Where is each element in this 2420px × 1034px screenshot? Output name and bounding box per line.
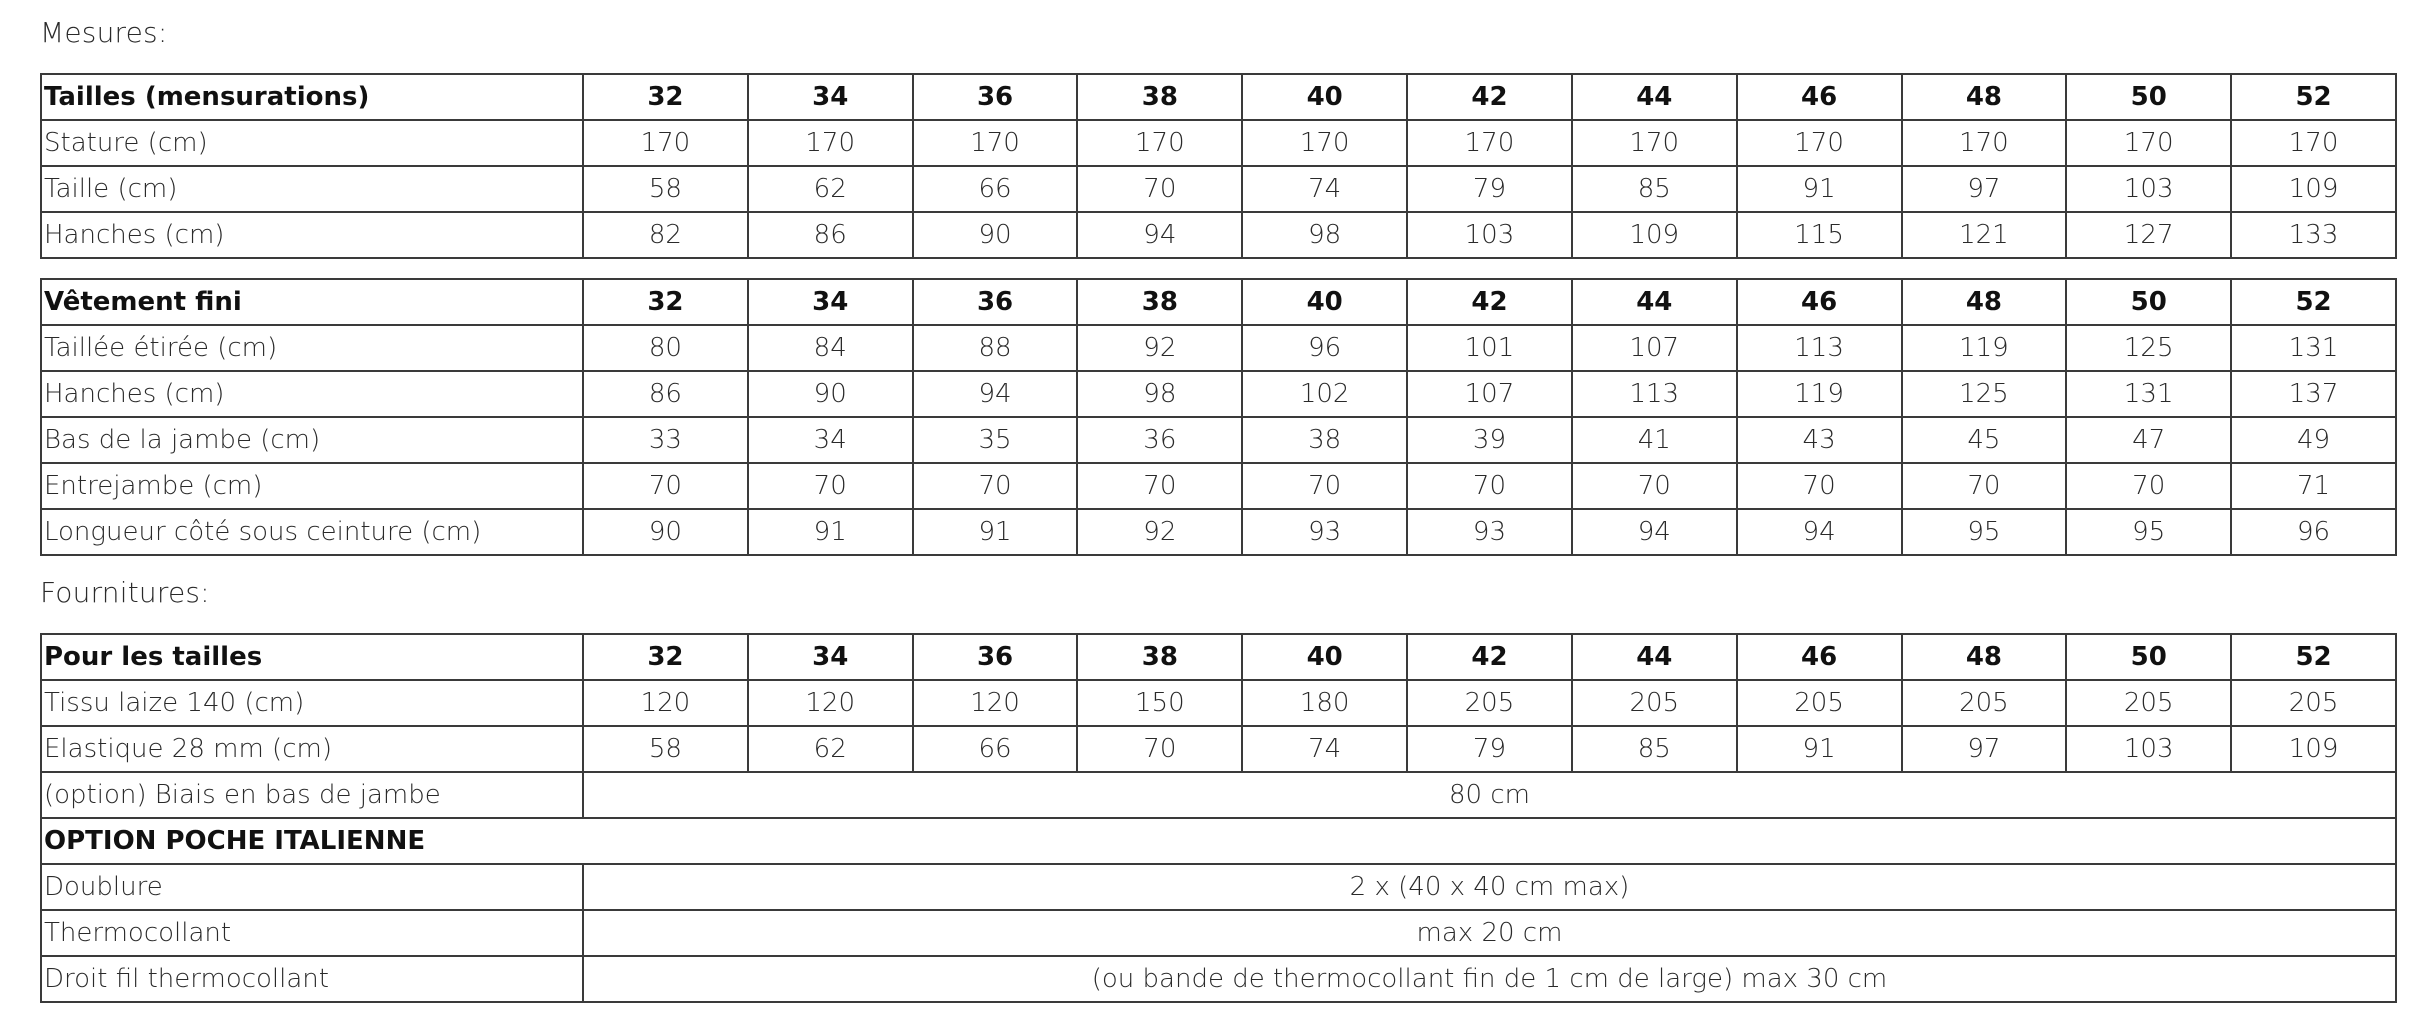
size-header-40: 40 [1242,634,1407,680]
size-header-44: 44 [1572,634,1737,680]
table-cell: 115 [1737,212,1902,258]
table-cell: 170 [1242,120,1407,166]
table-cell: 94 [1572,509,1737,555]
table-cell: 93 [1407,509,1572,555]
table-cell: 49 [2231,417,2396,463]
table-cell: 70 [1737,463,1902,509]
option-section-row [41,818,2396,864]
row-label: Doublure [41,864,583,910]
table-cell: 170 [2066,120,2231,166]
size-header-50: 50 [2066,634,2231,680]
size-header-52: 52 [2231,634,2396,680]
table-cell: 170 [583,120,748,166]
merged-cell: max 20 cm [583,910,2396,956]
size-header-36: 36 [913,634,1078,680]
table-cell: 98 [1242,212,1407,258]
table-cell: 95 [1902,509,2067,555]
table-cell: 85 [1572,726,1737,772]
table-cell: 43 [1737,417,1902,463]
table-cell: 170 [1407,120,1572,166]
table-cell: 70 [1242,463,1407,509]
table-cell: 70 [1407,463,1572,509]
table-cell: 103 [1407,212,1572,258]
size-header-32: 32 [583,634,748,680]
size-header-44: 44 [1572,279,1737,325]
fournitures-table [40,633,2397,1003]
table-cell: 90 [748,371,913,417]
table-cell: 150 [1077,680,1242,726]
size-header-52: 52 [2231,74,2396,120]
table-cell: 205 [2066,680,2231,726]
table-cell: 120 [583,680,748,726]
table-cell: 79 [1407,726,1572,772]
size-header-38: 38 [1077,279,1242,325]
size-header-32: 32 [583,74,748,120]
table-cell: 107 [1407,371,1572,417]
merged-cell: (ou bande de thermocollant fin de 1 cm de large) max 30 cm [583,956,2396,1002]
table-cell: 120 [913,680,1078,726]
table-cell: 127 [2066,212,2231,258]
table-cell: 91 [748,509,913,555]
table-cell: 97 [1902,166,2067,212]
size-header-32: 32 [583,279,748,325]
table-cell: 92 [1077,325,1242,371]
merged-row [41,772,2396,818]
table-cell: 170 [2231,120,2396,166]
table-cell: 70 [1077,166,1242,212]
table-row [41,509,2396,555]
row-label: Tissu laize 140 (cm) [41,680,583,726]
table-cell: 70 [1077,726,1242,772]
row-label: Longueur côté sous ceinture (cm) [41,509,583,555]
table-cell: 109 [2231,166,2396,212]
table-cell: 86 [748,212,913,258]
table-cell: 58 [583,726,748,772]
table-cell: 205 [1572,680,1737,726]
table-cell: 74 [1242,726,1407,772]
row-label: Stature (cm) [41,120,583,166]
table-cell: 94 [1737,509,1902,555]
table-cell: 88 [913,325,1078,371]
header-label: Vêtement fini [41,279,583,325]
row-label: Entrejambe (cm) [41,463,583,509]
table-cell: 90 [913,212,1078,258]
merged-row [41,910,2396,956]
table-cell: 82 [583,212,748,258]
table-cell: 47 [2066,417,2231,463]
mensurations-table [40,73,2397,259]
row-label: Thermocollant [41,910,583,956]
table-cell: 70 [913,463,1078,509]
row-label: Taillée étirée (cm) [41,325,583,371]
table-row [41,371,2396,417]
table-cell: 170 [1737,120,1902,166]
table-cell: 66 [913,726,1078,772]
table-cell: 94 [913,371,1078,417]
table-cell: 70 [2066,463,2231,509]
size-header-36: 36 [913,74,1078,120]
size-header-50: 50 [2066,74,2231,120]
merged-cell: 2 x (40 x 40 cm max) [583,864,2396,910]
table-cell: 39 [1407,417,1572,463]
size-header-46: 46 [1737,634,1902,680]
size-header-42: 42 [1407,279,1572,325]
table-cell: 98 [1077,371,1242,417]
table-cell: 34 [748,417,913,463]
table-cell: 205 [2231,680,2396,726]
size-header-48: 48 [1902,279,2067,325]
table-cell: 91 [1737,166,1902,212]
size-header-44: 44 [1572,74,1737,120]
table-cell: 70 [748,463,913,509]
row-label: Elastique 28 mm (cm) [41,726,583,772]
fournitures-title: Fournitures: [40,576,210,609]
table-cell: 96 [1242,325,1407,371]
table-row [41,417,2396,463]
table-row [41,120,2396,166]
table-cell: 66 [913,166,1078,212]
table-cell: 120 [748,680,913,726]
table-cell: 84 [748,325,913,371]
size-header-36: 36 [913,279,1078,325]
table-cell: 137 [2231,371,2396,417]
table-cell: 170 [913,120,1078,166]
row-label: Hanches (cm) [41,371,583,417]
table-cell: 92 [1077,509,1242,555]
table-cell: 86 [583,371,748,417]
table-cell: 38 [1242,417,1407,463]
table-cell: 33 [583,417,748,463]
merged-row [41,864,2396,910]
table-cell: 131 [2231,325,2396,371]
table-cell: 94 [1077,212,1242,258]
table-cell: 133 [2231,212,2396,258]
table-cell: 35 [913,417,1078,463]
table-cell: 170 [1572,120,1737,166]
table-cell: 96 [2231,509,2396,555]
table-cell: 170 [748,120,913,166]
size-header-42: 42 [1407,634,1572,680]
table-cell: 70 [1077,463,1242,509]
table-cell: 119 [1737,371,1902,417]
size-header-40: 40 [1242,279,1407,325]
size-header-40: 40 [1242,74,1407,120]
table-cell: 107 [1572,325,1737,371]
table-cell: 113 [1572,371,1737,417]
table-cell: 205 [1737,680,1902,726]
row-label: Bas de la jambe (cm) [41,417,583,463]
table-row [41,463,2396,509]
size-header-50: 50 [2066,279,2231,325]
table-cell: 41 [1572,417,1737,463]
table-cell: 74 [1242,166,1407,212]
size-header-42: 42 [1407,74,1572,120]
row-label: Hanches (cm) [41,212,583,258]
vetement-fini-table [40,278,2397,556]
size-header-48: 48 [1902,74,2067,120]
table-cell: 125 [1902,371,2067,417]
table-cell: 36 [1077,417,1242,463]
size-header-46: 46 [1737,74,1902,120]
table-cell: 62 [748,726,913,772]
table-cell: 121 [1902,212,2067,258]
table-cell: 93 [1242,509,1407,555]
table-cell: 109 [2231,726,2396,772]
table-cell: 70 [1902,463,2067,509]
header-row [41,279,2396,325]
size-header-38: 38 [1077,634,1242,680]
table-cell: 91 [1737,726,1902,772]
table-cell: 58 [583,166,748,212]
table-cell: 113 [1737,325,1902,371]
option-section-heading: OPTION POCHE ITALIENNE [41,818,2396,864]
table-cell: 103 [2066,166,2231,212]
mesures-title: Mesures: [40,16,168,49]
table-cell: 71 [2231,463,2396,509]
table-cell: 79 [1407,166,1572,212]
table-cell: 97 [1902,726,2067,772]
header-label: Pour les tailles [41,634,583,680]
table-cell: 90 [583,509,748,555]
row-label: (option) Biais en bas de jambe [41,772,583,818]
size-header-34: 34 [748,279,913,325]
size-header-34: 34 [748,634,913,680]
table-cell: 45 [1902,417,2067,463]
table-cell: 170 [1077,120,1242,166]
table-cell: 62 [748,166,913,212]
size-header-48: 48 [1902,634,2067,680]
table-cell: 80 [583,325,748,371]
table-cell: 119 [1902,325,2067,371]
size-header-52: 52 [2231,279,2396,325]
table-cell: 205 [1407,680,1572,726]
size-header-34: 34 [748,74,913,120]
table-cell: 125 [2066,325,2231,371]
table-row [41,166,2396,212]
row-label: Taille (cm) [41,166,583,212]
table-cell: 70 [583,463,748,509]
table-row [41,680,2396,726]
header-row [41,634,2396,680]
table-cell: 103 [2066,726,2231,772]
row-label: Droit fil thermocollant [41,956,583,1002]
header-label: Tailles (mensurations) [41,74,583,120]
table-row [41,325,2396,371]
size-header-46: 46 [1737,279,1902,325]
table-cell: 101 [1407,325,1572,371]
table-cell: 180 [1242,680,1407,726]
merged-cell: 80 cm [583,772,2396,818]
table-cell: 85 [1572,166,1737,212]
table-cell: 70 [1572,463,1737,509]
header-row [41,74,2396,120]
size-header-38: 38 [1077,74,1242,120]
table-cell: 95 [2066,509,2231,555]
table-cell: 131 [2066,371,2231,417]
table-row [41,212,2396,258]
table-cell: 102 [1242,371,1407,417]
table-cell: 170 [1902,120,2067,166]
merged-row [41,956,2396,1002]
table-cell: 205 [1902,680,2067,726]
table-row [41,726,2396,772]
table-cell: 109 [1572,212,1737,258]
table-cell: 91 [913,509,1078,555]
